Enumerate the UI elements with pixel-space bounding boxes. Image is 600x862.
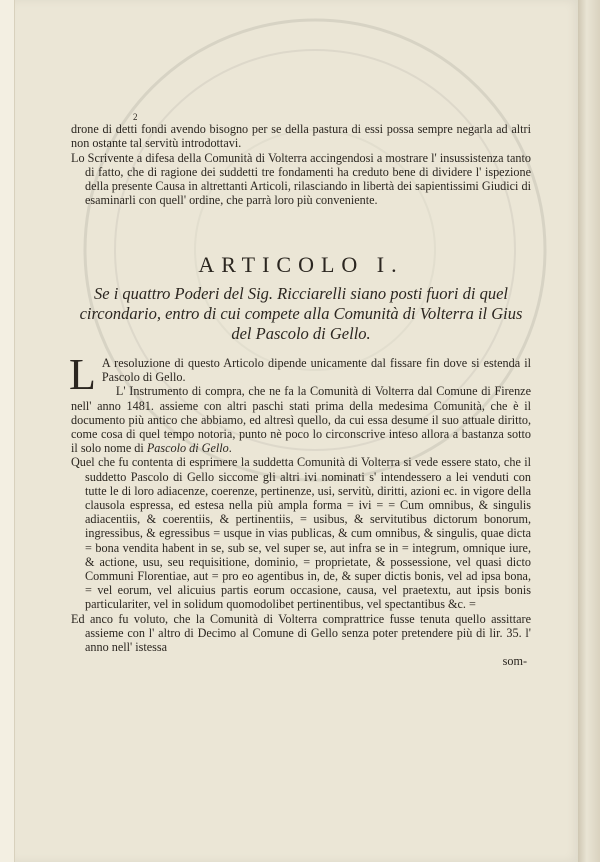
next-page-edge [578, 0, 600, 862]
document-page [14, 0, 581, 862]
intro-paragraph-1: drone di detti fondi avendo bisogno per se della pastura di essi possa sempre negarla ad altri non ostante tal servitù introdottavi. [71, 122, 531, 151]
drop-cap: L [69, 350, 96, 399]
intro-paragraph-2: Lo Scrivente a difesa della Comunità di Volterra accingendosi a mostrare l' insussistenza tanto di fatto, che di ragione dei suddetti tre fondamenti ha creduto bene di dividere l' ispezione della presente Causa in altrettanti Articoli, rilasciando in libertà dei sapientissimi Giudici di esaminarli con quell' ordine, che parrà loro più conveniente. [71, 150, 531, 208]
page-number: 2 [133, 112, 138, 122]
catchword: som- [502, 654, 527, 669]
body-paragraph-1: L A resoluzione di questo Articolo dipende unicamente dal fissare fin dove si estenda il Pascolo di Gello. [69, 350, 531, 399]
body-paragraph-3: Quel che fu contenta di esprimere la suddetta Comunità di Volterra si vede essere stato, che il suddetto Pascolo di Gello siccome gli altri ivi nominati s' intendessero a lei venduti con tutte le di loro adiacenze, coerenze, pertinenze, usi, servitù, diritti, azioni ec. in vigore della clausola espressa, ed estesa nella più ampla forma = ivi = = Cum omnibus, & singulis adiacentiis, & coerentiis, & pertinentiis, = usibus, & servitutibus dictorum bonorum, ingressibus, & egressibus = usque in vias publicas, & cum omnibus, & singulis, quae dicta = bona vendita habent in se, sub se, vel super se, aut infra se in = integrum, omnique iure, & actione, usu, seu requisitione, dominio, = proprietate, & possessione, vel quasi dicto Communi Florentiae, aut = pro eo agentibus in, de, & super dictis bonis, vel ad ipsa bona, = vel eorum, vel alicuius partis eorum occasione, causa, vel praetextu, aut ipsis bonis particulariter, vel in solidum quomodolibet pertinentibus, vel spectantibus &c. = [71, 455, 531, 612]
body-paragraph-4: Ed anco fu voluto, che la Comunità di Volterra comprattrice fusse tenuta quello assittare assieme con l' altro di Decimo al Comune di Gello senza poter pretendere più di lir. 35. l' anno nell' istessa [71, 611, 531, 655]
article-subtitle: Se i quattro Poderi del Sig. Ricciarelli siano posti fuori di quel circondario, entro di cui compete alla Comunità di Volterra il Gius del Pascolo di Gello. [79, 284, 523, 343]
body-paragraph-2: L' Instrumento di compra, che ne fa la Comunità di Volterra dal Comune di Firenze nell' anno 1481. assieme con altri paschi stati prima della medesima Comunità, che è il documento più antico che abbiamo, ed altresì quello, da cui essa desume il suo attuale diritto, come cosa di quel tempo notoria, punto nè poco lo circonscrive inteso allora a bastanza sotto il solo nome di Pascolo di Gello. [71, 384, 531, 456]
article-body [69, 350, 531, 669]
article-heading: ARTICOLO I. [198, 252, 404, 277]
intro-text [71, 122, 531, 208]
